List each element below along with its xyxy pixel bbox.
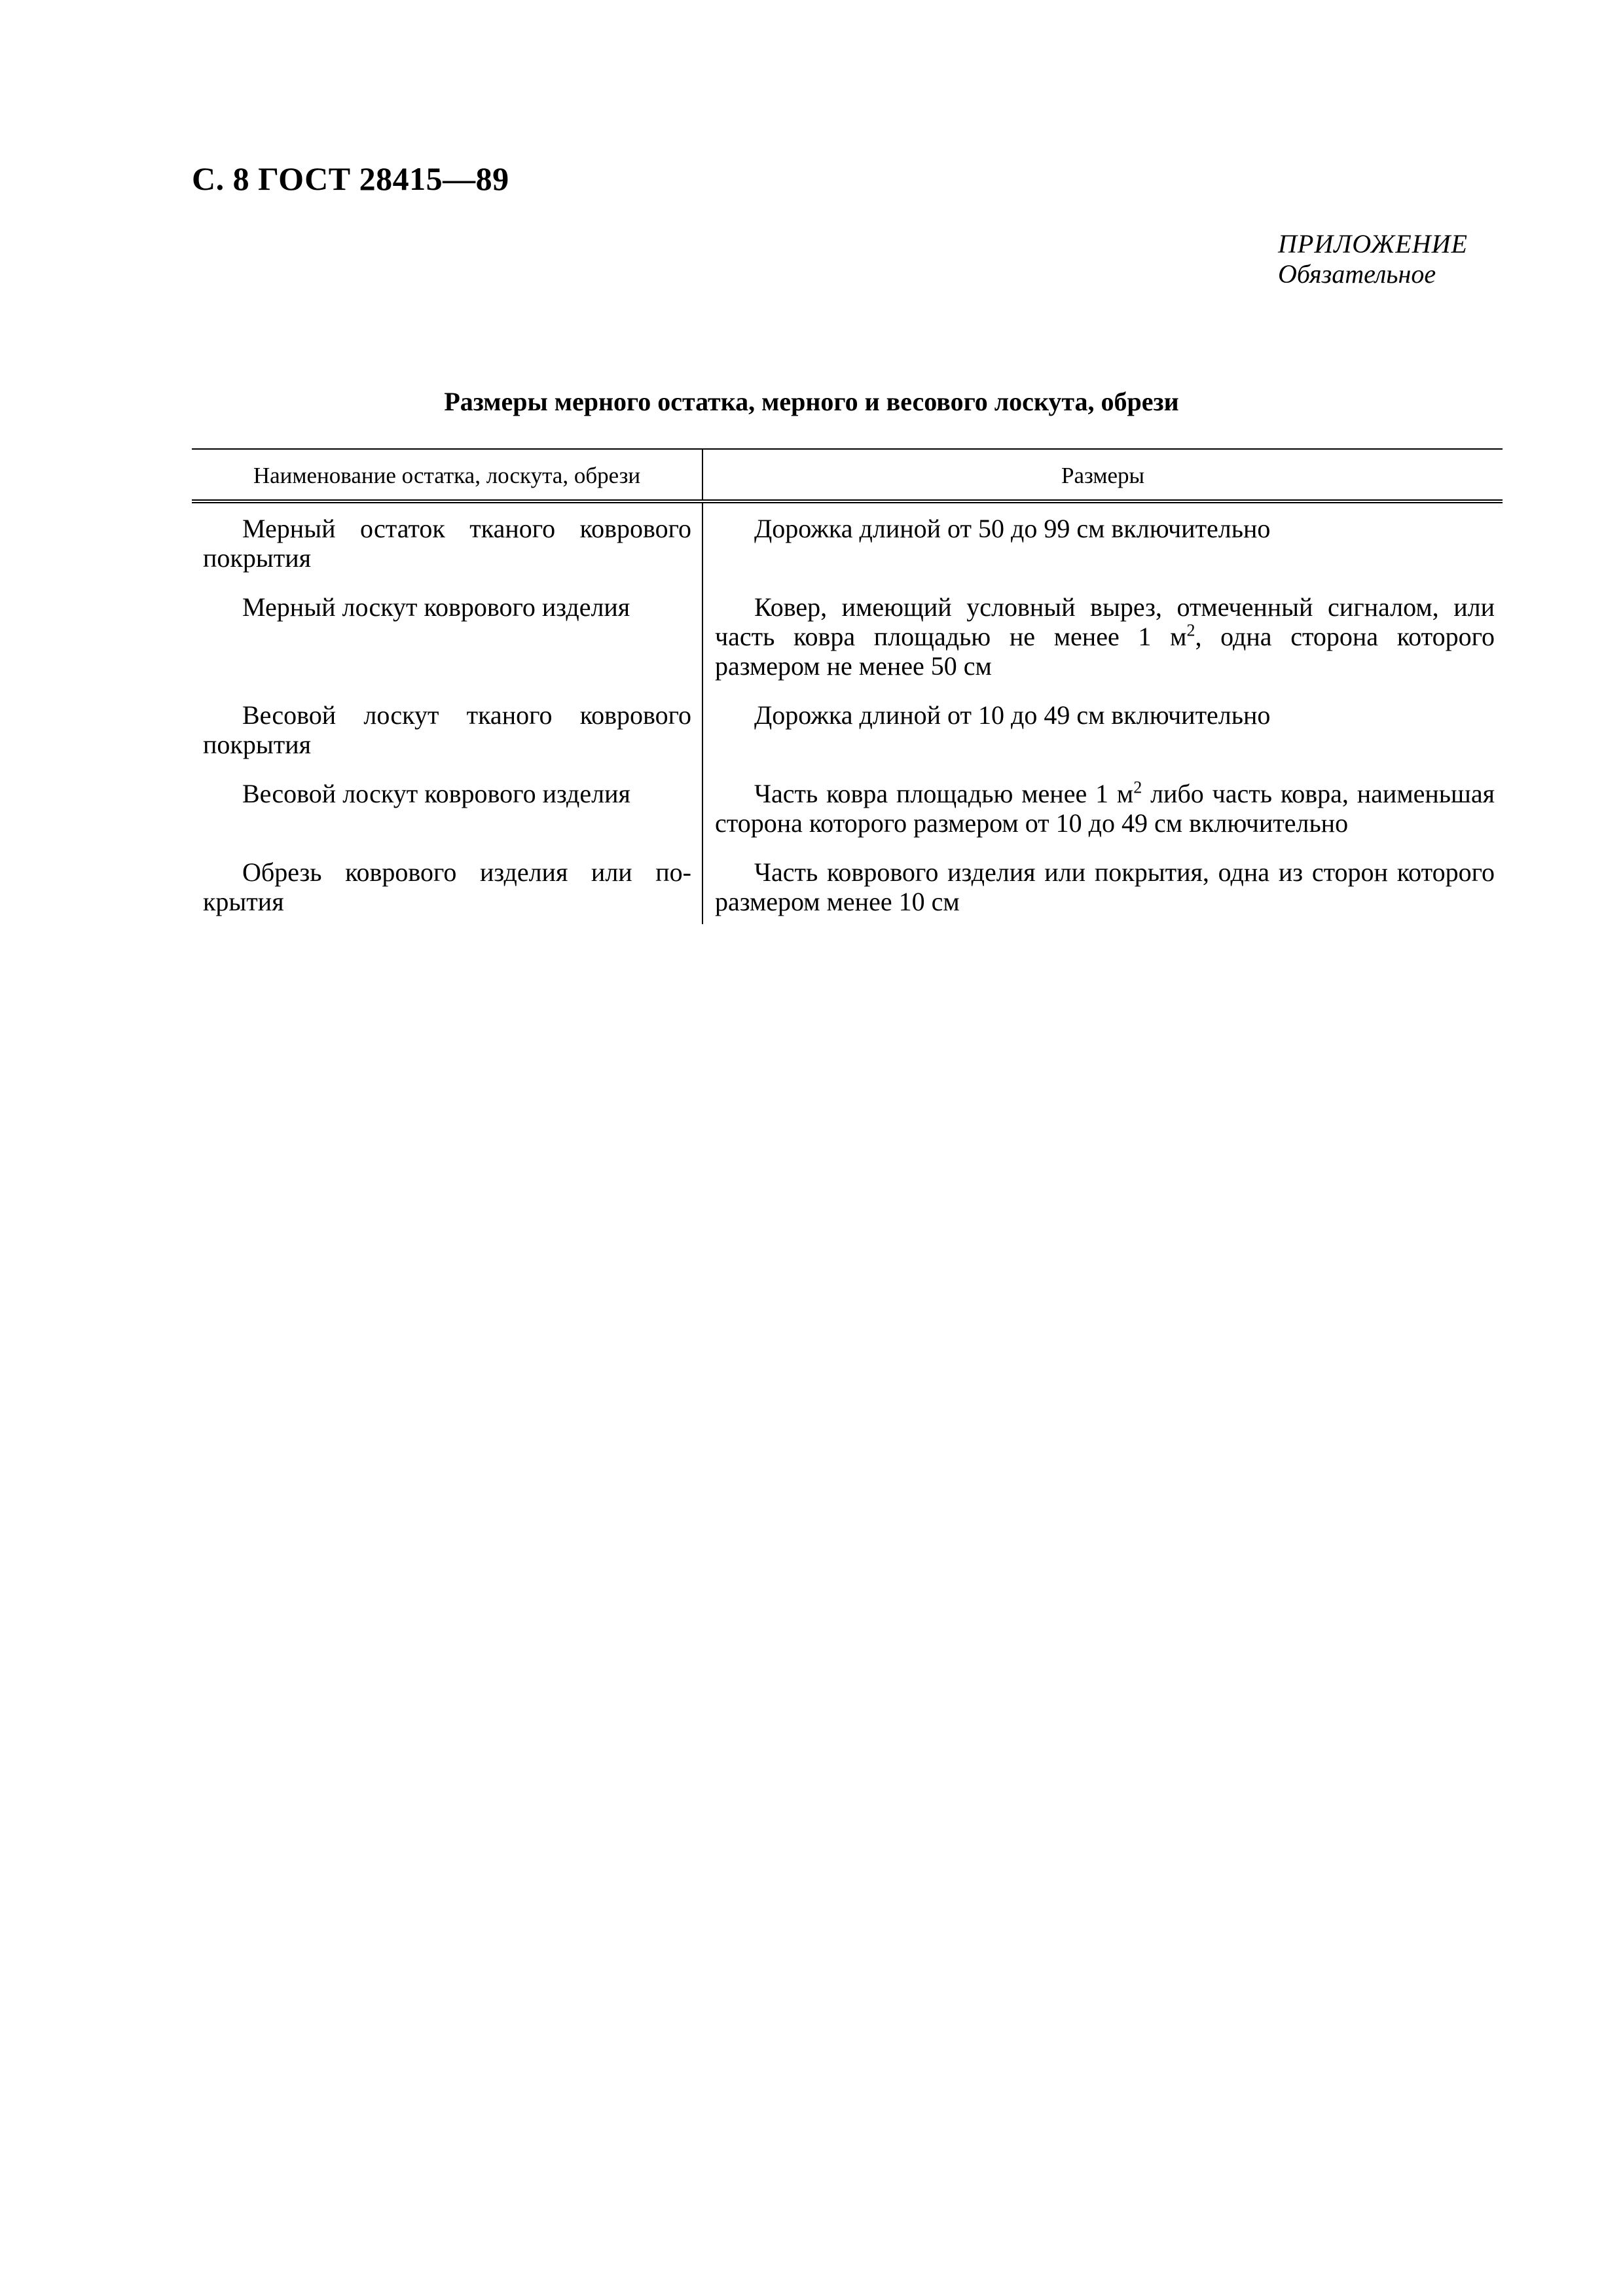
cell-size-text: либо часть ковра, наименьшая сторона которого размером от 10 до 49 см включительно (715, 779, 1495, 838)
dimensions-table (192, 448, 1503, 924)
table-row (192, 681, 1503, 759)
page-header: С. 8 ГОСТ 28415—89 (192, 160, 509, 197)
annex-block (1278, 229, 1468, 289)
table-header-row (192, 449, 1503, 501)
cell-name: Мерный остаток тканого коврового покрытия (192, 501, 702, 573)
cell-size-text: , одна сторона которого размером не менее 50 см (715, 622, 1495, 681)
superscript: 2 (1186, 620, 1195, 640)
cell-size (702, 759, 1503, 838)
cell-size (702, 573, 1503, 681)
table-row (192, 838, 1503, 924)
superscript: 2 (1133, 778, 1142, 797)
cell-size: Часть коврового изделия или покрытия, одна из сторон которого размером менее 10 см (715, 857, 1495, 916)
table-container (192, 448, 1503, 924)
table-row (192, 501, 1503, 573)
column-header-size: Размеры (702, 449, 1503, 501)
cell-size-text: Ковер, имеющий условный вырез, отмеченный сигналом, или часть ковра площадью не менее 1 м (715, 592, 1495, 651)
cell-name: Мерный лоскут коврового изделия (192, 573, 702, 681)
table-row (192, 573, 1503, 681)
cell-size: Дорожка длиной от 10 до 49 см включительно (754, 700, 1271, 730)
annex-title: ПРИЛОЖЕНИЕ (1278, 229, 1468, 259)
cell-name: Весовой лоскут тканого коврового покрытия (192, 681, 702, 759)
table-row (192, 759, 1503, 838)
cell-size-text: Часть ковра площадью менее 1 м (754, 779, 1134, 808)
table-title: Размеры мерного остатка, мерного и весового лоскута, обрези (444, 387, 1179, 416)
column-header-name: Наименование остатка, лоскута, обрези (192, 449, 702, 501)
cell-name: Обрезь коврового изделия или покрытия (192, 838, 702, 924)
cell-size: Дорожка длиной от 50 до 99 см включительно (754, 514, 1271, 543)
cell-name: Весовой лоскут коврового изделия (192, 759, 702, 838)
annex-subtitle: Обязательное (1278, 259, 1436, 289)
